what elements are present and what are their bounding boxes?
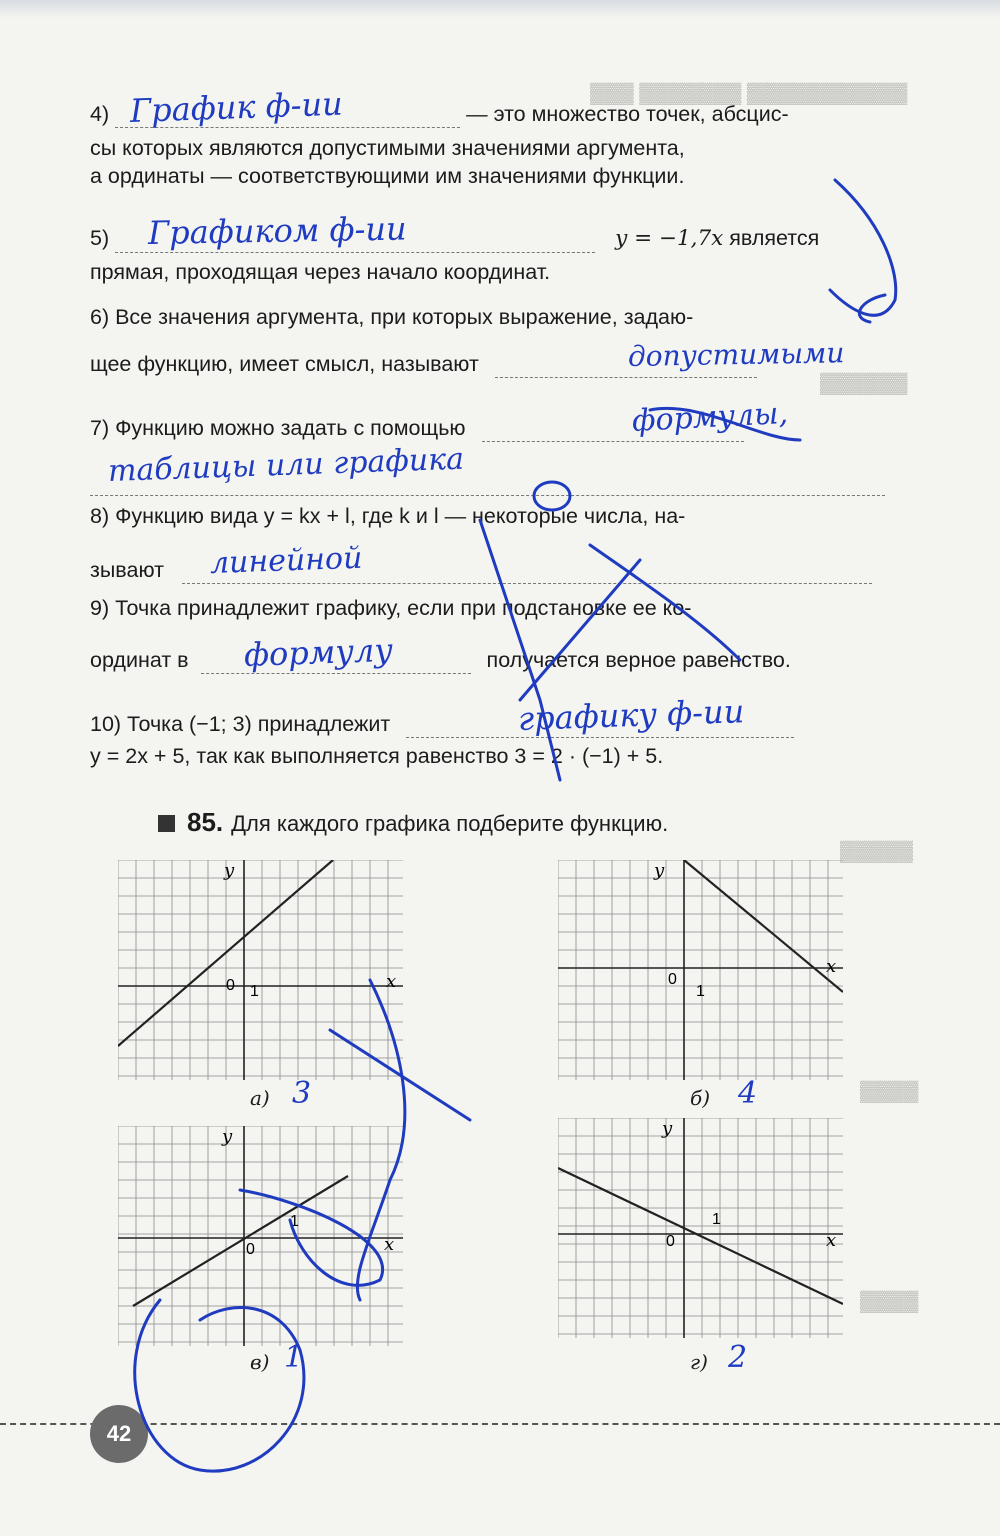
y-axis-label: y [654, 860, 665, 881]
handwritten-answer: 4 [738, 1076, 758, 1111]
handwritten-answer: График ф-ии [129, 84, 344, 130]
item-text: зывают [90, 558, 164, 582]
graph-grid [118, 860, 403, 1080]
item-4-line-2: сы которых являются допустимыми значениями аргумента, [90, 136, 685, 160]
item-text: 7) Функцию можно задать с помощью [90, 416, 466, 440]
x-axis-label: x [384, 1234, 395, 1255]
item-9-line-1: 9) Точка принадлежит графику, если при подстановке ее ко- [90, 596, 692, 620]
origin-label: 0 [668, 971, 677, 988]
graph-caption: б) [690, 1086, 711, 1110]
item-8-line-1: 8) Функцию вида y = kx + l, где k и l — некоторые числа, на- [90, 504, 686, 528]
unit-label: 1 [250, 983, 259, 1000]
item-text: — это множество точек, абсцис- [466, 102, 789, 126]
item-5-line-2: прямая, проходящая через начало координат. [90, 260, 551, 284]
function-line [558, 1168, 843, 1304]
graph-a [118, 860, 403, 1080]
x-axis-label: x [826, 1230, 837, 1251]
graph-grid [118, 1126, 403, 1346]
x-axis-label: x [386, 971, 397, 992]
show-through-text: ▓▓▓ ▓▓▓▓▓▓▓ ▓▓▓▓▓▓▓▓▓▓▓ [590, 82, 908, 104]
item-text: получается верное равенство. [486, 648, 791, 672]
handwritten-answer: 1 [284, 1340, 304, 1375]
graph-caption: а) [250, 1086, 270, 1110]
item-number: 5) [90, 226, 110, 250]
item-text: 10) Точка (−1; 3) принадлежит [90, 712, 391, 736]
page-top-edge [0, 0, 1000, 18]
item-10-line-2: y = 2x + 5, так как выполняется равенство 3 = 2 · (−1) + 5. [90, 744, 664, 768]
formula: y = −1,7x [615, 226, 724, 251]
show-through-text: ▓▓▓▓ [860, 1290, 919, 1312]
item-4-line-3: а ординаты — соответствующими им значениями функции. [90, 164, 685, 188]
function-line [118, 860, 333, 1046]
handwritten-answer: 3 [292, 1076, 312, 1111]
handwritten-answer: графику ф-ии [517, 692, 745, 738]
graph-caption: в) [250, 1350, 270, 1374]
item-text: ординат в [90, 648, 189, 672]
graph-v [118, 1126, 403, 1346]
y-axis-label: y [224, 860, 235, 881]
handwritten-answer: таблицы или графика [107, 441, 465, 489]
footer-divider [0, 1423, 1000, 1425]
origin-label: 0 [226, 977, 235, 994]
task-number: 85. [187, 807, 224, 837]
unit-label: 1 [290, 1213, 299, 1230]
show-through-text: ▓▓▓▓▓ [840, 840, 913, 862]
pen-stroke [830, 180, 896, 315]
unit-label: 1 [712, 1211, 721, 1228]
graph-g [558, 1118, 843, 1338]
origin-label: 0 [666, 1233, 675, 1250]
graph-b [558, 860, 843, 1080]
page-number: 42 [90, 1405, 148, 1463]
x-axis-label: x [826, 956, 837, 977]
item-text: является [729, 226, 820, 250]
item-8-line-2 [90, 556, 872, 584]
handwritten-answer: линейной [209, 540, 363, 581]
show-through-text: ▓▓▓▓▓▓ [820, 372, 908, 394]
handwritten-answer: 2 [728, 1340, 748, 1375]
task-text: Для каждого графика подберите функцию. [231, 811, 669, 836]
handwritten-answer: формулу [243, 630, 394, 674]
item-6-line-1: 6) Все значения аргумента, при которых выражение, задаю- [90, 305, 694, 329]
handwritten-answer: допустимыми [627, 336, 845, 373]
graph-grid [558, 1118, 843, 1338]
handwritten-answer: Графиком ф-ии [147, 209, 407, 252]
y-axis-label: y [662, 1118, 673, 1139]
handwritten-answer: формулы, [631, 395, 789, 439]
origin-label: 0 [246, 1241, 255, 1258]
graph-grid [558, 860, 843, 1080]
item-text: щее функцию, имеет смысл, называют [90, 352, 479, 376]
unit-label: 1 [696, 983, 705, 1000]
pen-stroke [859, 295, 885, 322]
task-85-heading [158, 808, 668, 838]
item-number: 4) [90, 102, 110, 126]
function-line [684, 860, 843, 992]
show-through-text: ▓▓▓▓ [860, 1080, 919, 1102]
task-square-icon [158, 815, 175, 832]
item-9-line-2 [90, 646, 791, 674]
graph-caption: г) [690, 1350, 708, 1374]
y-axis-label: y [222, 1126, 233, 1147]
